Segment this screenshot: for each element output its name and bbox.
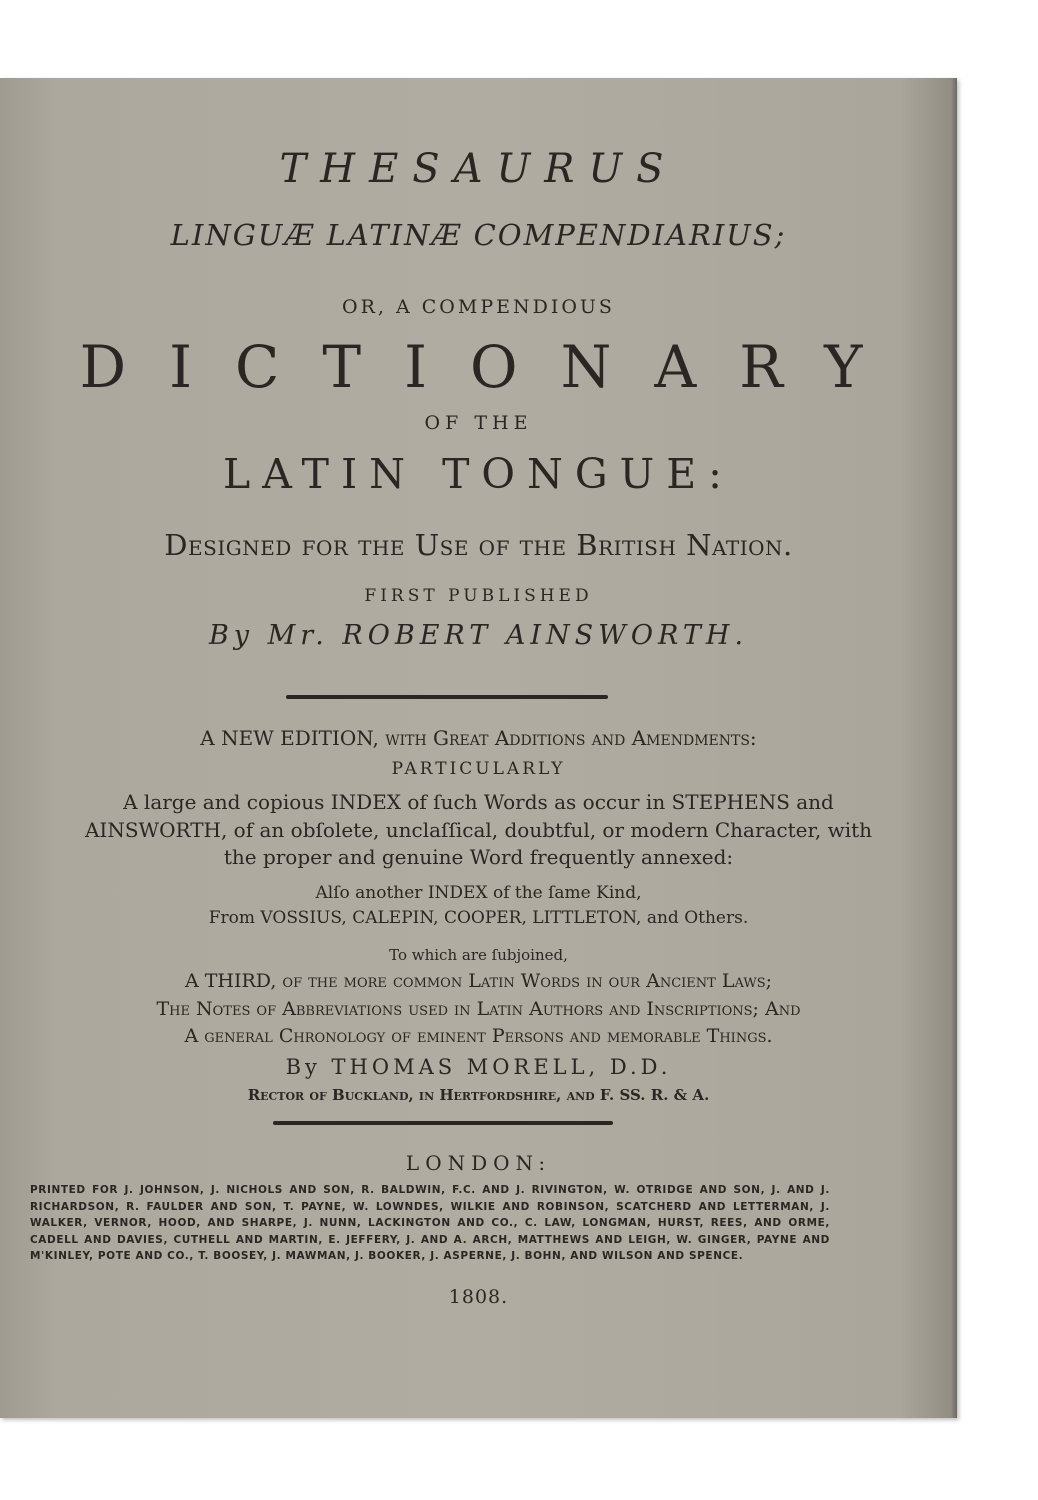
latin-subtitle: LINGUÆ LATINÆ COMPENDIARIUS; [170,218,787,252]
or-compendious-line: OR, A COMPENDIOUS [342,296,615,318]
subjoined-line: To which are ſubjoined, [389,946,568,964]
london-imprint: LONDON: [405,1151,552,1175]
new-edition-line: A NEW EDITION, with Great Additions and Amendments: [200,726,757,750]
also-line-1: Alſo another INDEX of the ſame Kind, [315,883,642,903]
dictionary-heading: DICTIONARY [79,333,906,401]
particularly-line: PARTICULARLY [391,759,566,779]
morell-byline: By THOMAS MORELL, D.D. [285,1055,672,1079]
title-page [0,78,957,1418]
third-line: A THIRD, of the more common Latin Words in our Ancient Laws; [184,970,773,992]
designed-line: Deſigned for the Uſe of the British Nation. [164,528,793,562]
index-line-1: A large and copious INDEX of ſuch Words as occur in STEPHENS and [123,790,834,814]
top-divider-rule [286,695,608,699]
printers-list: PRINTED FOR J. JOHNSON, J. NICHOLS AND SON, R. BALDWIN, F.C. AND J. RIVINGTON, W. OTRIDGE AND SON, J. AND J. RICHARDSON, R. FAULDER AND SON, T. PAYNE, W. LOWNDES, WILKIE AND ROBINSON, SCATCHERD AND LETTERMAN, J. WALKER, VERNOR, HOOD, AND SHARPE, J. NUNN, LACKINGTON AND CO., C. LAW, LONGMAN, HURST, REES, AND ORME, CADELL AND DAVIES, CUTHELL AND MARTIN, E. JEFFERY, J. AND A. ARCH, MATTHEWS AND LEIGH, W. GINGER, PAYNE AND M'KINLEY, POTE AND CO., T. BOOSEY, J. MAWMAN, J. BOOKER, J. ASPERNE, J. BOHN, AND WILSON AND SPENCE. [30,1184,830,1262]
of-the-line: OF THE [424,412,533,434]
also-line-2: From VOSSIUS, CALEPIN, COOPER, LITTLETON, and Others. [208,908,749,928]
rector-line: Rector of Buckland, in Hertfordshire, and F. SS. R. & A. [247,1086,710,1104]
chronology-line: A general Chronology of eminent Persons and memorable Things. [184,1025,773,1047]
ainsworth-byline: By Mr. ROBERT AINSWORTH. [208,620,749,651]
first-published-line: FIRST PUBLISHED [364,586,593,606]
publication-year: 1808. [448,1286,509,1308]
book-title: THESAURUS [279,146,678,192]
index-line-2: AINSWORTH, of an obſolete, unclaſſical, doubtful, or modern Character, with [84,818,873,842]
notes-line: The Notes of Abbreviations uſed in Latin Authors and Inscriptions; And [156,998,801,1020]
latin-tongue-heading: LATIN TONGUE: [223,450,734,498]
bottom-divider-rule [273,1121,613,1125]
index-line-3: the proper and genuine Word frequently annexed: [223,845,734,869]
